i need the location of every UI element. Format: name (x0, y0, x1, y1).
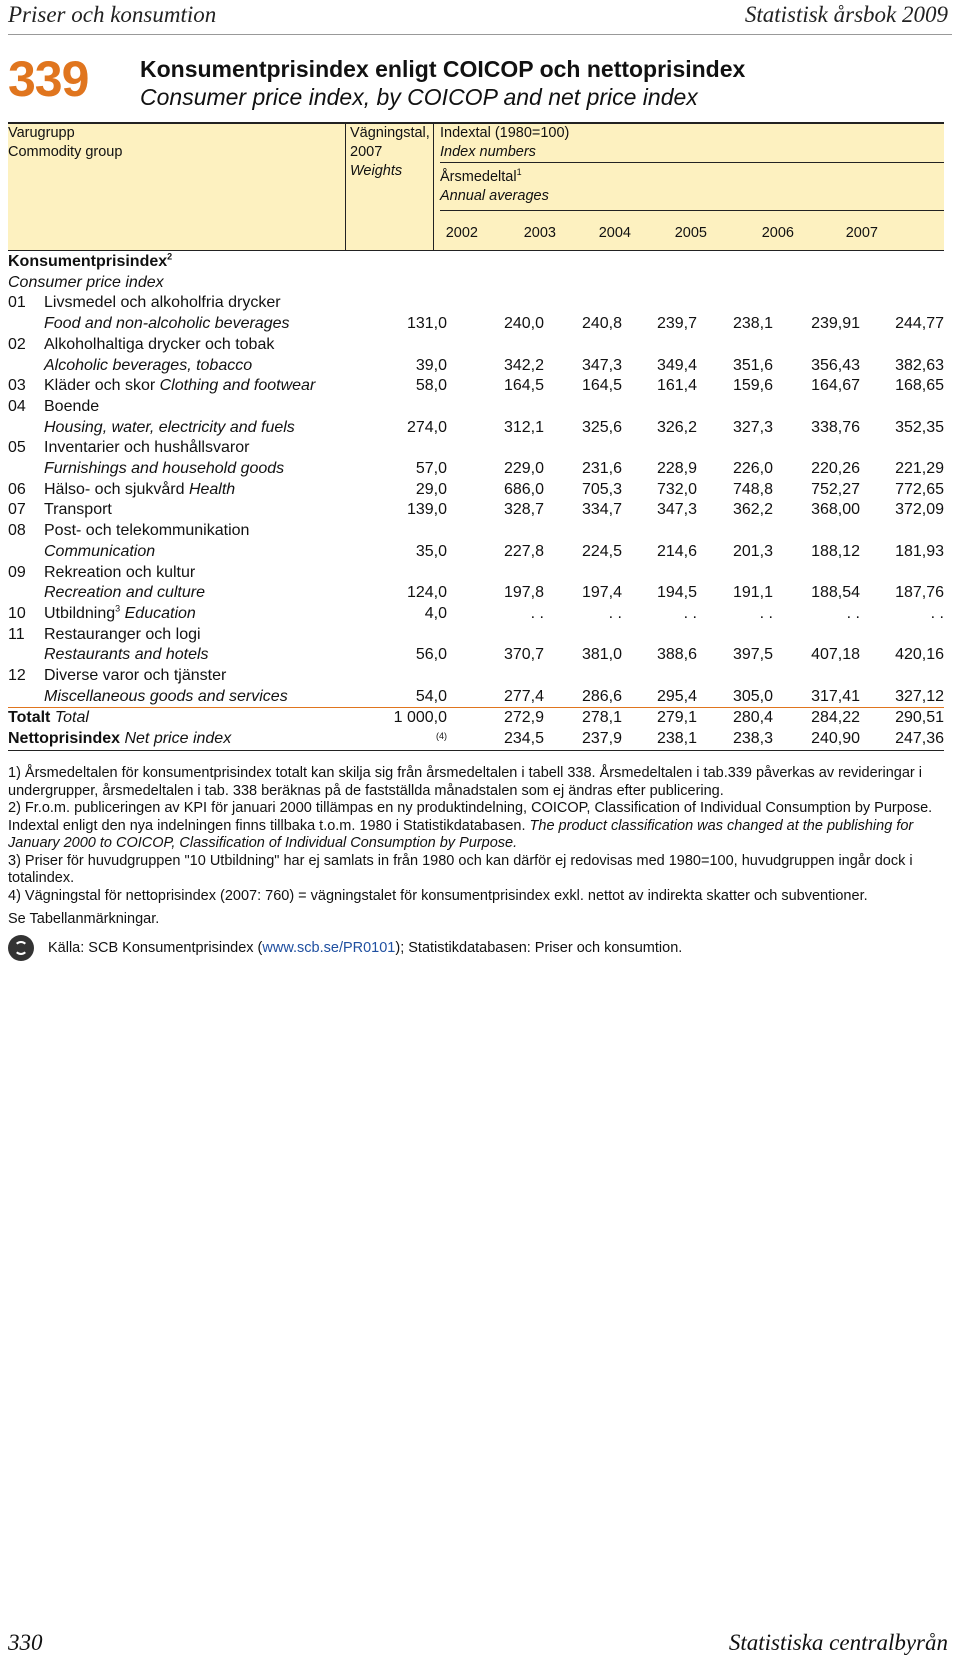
row-label-sv: Boende (44, 397, 100, 415)
index-cell: 325,6 (581, 418, 622, 436)
table-row (8, 314, 944, 335)
index-cell: 247,36 (860, 729, 944, 750)
weights-header (350, 124, 430, 181)
footnote-ref: 3 (115, 603, 121, 614)
footnote-4: 4) Vägningstal för nettoprisindex (2007: 760) = vägningstalet för konsumentprisindex exkl. nettot av indirekta skatter och subventioner. (8, 887, 868, 904)
index-cell: . . (846, 604, 860, 622)
index-cell: 312,1 (503, 418, 544, 436)
index-cell: 181,93 (895, 542, 944, 560)
row-code: 07 (8, 501, 26, 519)
year-header: 2004 (598, 225, 631, 241)
index-cell: 240,8 (581, 315, 622, 333)
index-cell: 686,0 (503, 480, 544, 498)
row-label-en: Recreation and culture (44, 584, 205, 602)
see-notes: Se Tabellanmärkningar. (8, 911, 160, 927)
index-cell: 327,3 (732, 418, 773, 436)
row-label (44, 500, 366, 521)
row-label-en: Education (124, 604, 196, 622)
index-cell: 305,0 (732, 687, 773, 705)
index-cell: 356,43 (811, 356, 860, 374)
total-row (8, 708, 944, 729)
row-label (44, 480, 366, 501)
footnote-3: 3) Priser för huvudgruppen "10 Utbildning" har ej samlats in från 1980 och kan därför ej redovisas med 1980=100, huvudgruppen ingår dock i totalindex. (8, 852, 913, 886)
index-cell: 224,5 (581, 542, 622, 560)
index-cell: 372,09 (895, 501, 944, 519)
row-indent (8, 542, 44, 563)
index-header (440, 124, 569, 162)
index-cell: 349,4 (656, 356, 697, 374)
index-cell: 705,3 (581, 480, 622, 498)
index-cell: 338,76 (811, 418, 860, 436)
index-cell: 290,51 (860, 708, 944, 729)
row-code: 03 (8, 377, 26, 395)
weight-cell: 131,0 (406, 315, 447, 333)
table-row (8, 356, 944, 377)
row-indent (8, 459, 44, 480)
index-cell: 239,91 (811, 315, 860, 333)
row-label-en: Clothing and footwear (159, 377, 316, 395)
row-code: 01 (8, 294, 26, 312)
index-cell: 327,12 (895, 687, 944, 705)
row-indent (8, 356, 44, 377)
weight-cell: 58,0 (415, 377, 447, 395)
group-label-en: Commodity group (8, 144, 123, 160)
total-label-sv: Totalt (8, 709, 51, 727)
index-cell: 420,16 (895, 646, 944, 664)
footnotes (8, 765, 938, 929)
row-label-sv: Utbildning (44, 604, 116, 622)
row-code: 05 (8, 439, 26, 457)
footnote-1: 1) Årsmedeltalen för konsumentprisindex totalt kan skilja sig från årsmedeltalen i tabell 338. Årsmedeltalen i tab.339 påverkas av revideringar i undergrupper, årsmedeltalen i tab. 338 beräknas på de fastställda månadstalen som ej ändras efter publicering. (8, 765, 922, 799)
index-cell: 328,7 (503, 501, 544, 519)
table-row (8, 500, 944, 521)
row-label-sv: Alkoholhaltiga drycker och tobak (44, 335, 275, 353)
table-row (8, 459, 944, 480)
table-header (8, 122, 944, 251)
row-label-en: Food and non-alcoholic beverages (44, 315, 290, 333)
row-label-en: Housing, water, electricity and fuels (44, 418, 295, 436)
index-cell: 272,9 (447, 708, 544, 729)
index-cell: 382,63 (895, 356, 944, 374)
row-label-sv: Rekreation och kultur (44, 563, 196, 581)
index-cell: 397,5 (732, 646, 773, 664)
row-indent (8, 314, 44, 335)
row-indent (8, 645, 44, 666)
index-cell: 752,27 (811, 480, 860, 498)
year-header: 2005 (674, 225, 707, 241)
weight-cell: 139,0 (406, 501, 447, 519)
table-row (8, 418, 944, 439)
source-prefix: Källa: SCB Konsumentprisindex ( (48, 939, 263, 956)
source-line (8, 935, 682, 961)
index-cell: 231,6 (581, 460, 622, 478)
table-row (8, 625, 944, 646)
row-label (44, 376, 366, 397)
group-label-sv: Varugrupp (8, 125, 75, 141)
weight-cell: 29,0 (415, 480, 447, 498)
row-code: 02 (8, 335, 26, 353)
row-code: 09 (8, 563, 26, 581)
running-header-left: Priser och konsumtion (8, 2, 217, 27)
weight-cell: 35,0 (415, 542, 447, 560)
row-indent (8, 583, 44, 604)
index-cell: 187,76 (895, 584, 944, 602)
page-number: 330 (8, 1630, 43, 1655)
row-label-sv: Kläder och skor (44, 377, 156, 395)
total-label-en: Total (54, 709, 89, 727)
index-cell: 159,6 (732, 377, 773, 395)
index-cell: 234,5 (447, 729, 544, 750)
section-row (8, 252, 944, 273)
index-cell: 220,26 (811, 460, 860, 478)
table-row (8, 397, 944, 418)
index-cell: 201,3 (732, 542, 773, 560)
row-label (44, 604, 366, 625)
header-rule (8, 34, 952, 35)
header-subrule (440, 210, 944, 211)
row-code: 12 (8, 667, 26, 685)
index-cell: 164,5 (581, 377, 622, 395)
index-cell: 732,0 (656, 480, 697, 498)
table-row (8, 583, 944, 604)
title-english: Consumer price index, by COICOP and net price index (140, 84, 698, 110)
net-price-row (8, 729, 944, 750)
index-cell: 748,8 (732, 480, 773, 498)
row-label-sv: Post- och telekommunikation (44, 522, 250, 540)
year-header: 2007 (845, 225, 878, 241)
index-cell: 191,1 (732, 584, 773, 602)
weight-cell: 124,0 (406, 584, 447, 602)
index-cell: . . (759, 604, 773, 622)
index-cell: 238,1 (732, 315, 773, 333)
weight-cell: 4,0 (424, 604, 447, 622)
index-cell: 772,65 (895, 480, 944, 498)
commodity-group-header (8, 124, 122, 162)
row-label-sv: Transport (44, 501, 112, 519)
index-cell: 351,6 (732, 356, 773, 374)
annual-label-sv: Årsmedeltal (440, 169, 517, 185)
row-label-sv: Restauranger och logi (44, 625, 201, 643)
title-swedish: Konsumentprisindex enligt COICOP och nettoprisindex (140, 56, 746, 82)
net-label (8, 729, 366, 750)
index-cell: 326,2 (656, 418, 697, 436)
table-row (8, 480, 944, 501)
weight-cell: 57,0 (415, 460, 447, 478)
scb-logo-icon (8, 935, 34, 961)
footnote-2-sv: 2) Fr.o.m. publiceringen av KPI för januari 2000 tillämpas en ny produktindelning, COICOP, Classification of Individual Consumption by Purpose. Indextal enligt den nya indelningen finns tillbaka t.o.m. 1980 i Statistikdatabasen. (8, 800, 933, 834)
weight-cell: 1 000,0 (366, 708, 447, 729)
index-cell: 279,1 (622, 708, 697, 729)
footnote-2 (8, 800, 938, 853)
total-label (8, 708, 366, 729)
table-row (8, 666, 944, 687)
year-header: 2002 (445, 225, 478, 241)
index-label-en: Index numbers (440, 144, 536, 160)
row-label-sv: Inventarier och hushållsvaror (44, 439, 250, 457)
index-cell: 168,65 (895, 377, 944, 395)
year-header: 2006 (761, 225, 794, 241)
net-label-en: Net price index (124, 730, 232, 748)
row-code: 04 (8, 397, 26, 415)
weights-label-en: Weights (350, 163, 403, 179)
index-cell: 188,12 (811, 542, 860, 560)
annual-label-en: Annual averages (440, 188, 549, 204)
weight-cell: 54,0 (415, 687, 447, 705)
table-row (8, 687, 944, 708)
weights-label-sv: Vägningstal, (350, 125, 430, 141)
index-cell: 362,2 (732, 501, 773, 519)
index-cell: 388,6 (656, 646, 697, 664)
row-label-en: Communication (44, 542, 156, 560)
header-divider (345, 124, 346, 250)
row-label-en: Furnishings and household goods (44, 460, 285, 478)
row-label-sv: Hälso- och sjukvård (44, 480, 185, 498)
index-cell: 244,77 (895, 315, 944, 333)
table-row (8, 645, 944, 666)
annual-header (440, 168, 549, 206)
row-code: 08 (8, 522, 26, 540)
index-cell: 286,6 (581, 687, 622, 705)
index-cell: 352,35 (895, 418, 944, 436)
table-row (8, 293, 944, 314)
weight-cell: 56,0 (415, 646, 447, 664)
index-cell: 370,7 (503, 646, 544, 664)
header-subrule (440, 162, 944, 163)
source-suffix: ); Statistikdatabasen: Priser och konsumtion. (395, 939, 683, 956)
index-cell: 284,22 (773, 708, 860, 729)
footnote-ref: 2 (167, 251, 173, 262)
index-cell: 161,4 (656, 377, 697, 395)
data-table (8, 252, 944, 751)
source-link[interactable]: www.scb.se/PR0101 (262, 939, 396, 956)
index-cell: 295,4 (656, 687, 697, 705)
index-cell: 197,8 (503, 584, 544, 602)
row-indent (8, 687, 44, 708)
index-cell: 407,18 (811, 646, 860, 664)
year-header: 2003 (523, 225, 556, 241)
row-code: 10 (8, 604, 26, 622)
table-row (8, 563, 944, 584)
index-cell: 227,8 (503, 542, 544, 560)
index-cell: 342,2 (503, 356, 544, 374)
row-label-en: Miscellaneous goods and services (44, 687, 288, 705)
index-cell: 237,9 (544, 729, 622, 750)
row-label-sv: Livsmedel och alkoholfria drycker (44, 294, 281, 312)
index-cell: 188,54 (811, 584, 860, 602)
row-label-en: Restaurants and hotels (44, 646, 209, 664)
running-header-right: Statistisk årsbok 2009 (744, 2, 948, 27)
index-cell: 194,5 (656, 584, 697, 602)
index-cell: 214,6 (656, 542, 697, 560)
index-cell: . . (608, 604, 622, 622)
row-code: 11 (8, 625, 25, 643)
index-cell: 317,41 (811, 687, 860, 705)
index-cell: 334,7 (581, 501, 622, 519)
index-label-sv: Indextal (1980=100) (440, 125, 570, 141)
index-cell: 347,3 (581, 356, 622, 374)
index-cell: 381,0 (581, 646, 622, 664)
row-label-sv: Diverse varor och tjänster (44, 667, 227, 685)
index-cell: 221,29 (895, 460, 944, 478)
table-row (8, 521, 944, 542)
index-cell: 368,00 (811, 501, 860, 519)
weight-cell: 274,0 (406, 418, 447, 436)
table-number: 339 (8, 51, 89, 107)
index-cell: 240,0 (503, 315, 544, 333)
index-cell: 197,4 (581, 584, 622, 602)
weight-cell: 39,0 (415, 356, 447, 374)
row-indent (8, 418, 44, 439)
index-cell: 278,1 (544, 708, 622, 729)
index-cell: . . (530, 604, 544, 622)
section-row (8, 273, 944, 294)
index-cell: 164,67 (811, 377, 860, 395)
index-cell: 164,5 (503, 377, 544, 395)
table-row (8, 604, 944, 625)
table-row (8, 376, 944, 397)
table-row (8, 438, 944, 459)
index-cell: 238,1 (622, 729, 697, 750)
index-cell: 347,3 (656, 501, 697, 519)
row-code: 06 (8, 480, 26, 498)
net-label-sv: Nettoprisindex (8, 730, 121, 748)
index-cell: 229,0 (503, 460, 544, 478)
footnote-2-en: The product classification was changed at the publishing for January 2000 to COICOP, Classification of Individual Consumption by Purpose. (8, 817, 914, 851)
row-label-en: Alcoholic beverages, tobacco (44, 356, 253, 374)
index-cell: 240,90 (773, 729, 860, 750)
index-cell: 238,3 (697, 729, 773, 750)
index-cell: 280,4 (697, 708, 773, 729)
index-cell: . . (683, 604, 697, 622)
section-title-sv: Konsumentprisindex (8, 253, 168, 270)
row-label-en: Health (188, 480, 236, 498)
weight-cell: (4) (366, 729, 447, 750)
index-cell: . . (930, 604, 944, 622)
publisher: Statistiska centralbyrån (728, 1630, 948, 1655)
table-row (8, 335, 944, 356)
footnote-ref: 1 (516, 167, 522, 178)
index-cell: 228,9 (656, 460, 697, 478)
index-cell: 239,7 (656, 315, 697, 333)
index-cell: 226,0 (732, 460, 773, 478)
weights-year: 2007 (350, 144, 383, 160)
index-cell: 277,4 (503, 687, 544, 705)
table-row (8, 542, 944, 563)
section-title-en: Consumer price index (8, 273, 164, 291)
